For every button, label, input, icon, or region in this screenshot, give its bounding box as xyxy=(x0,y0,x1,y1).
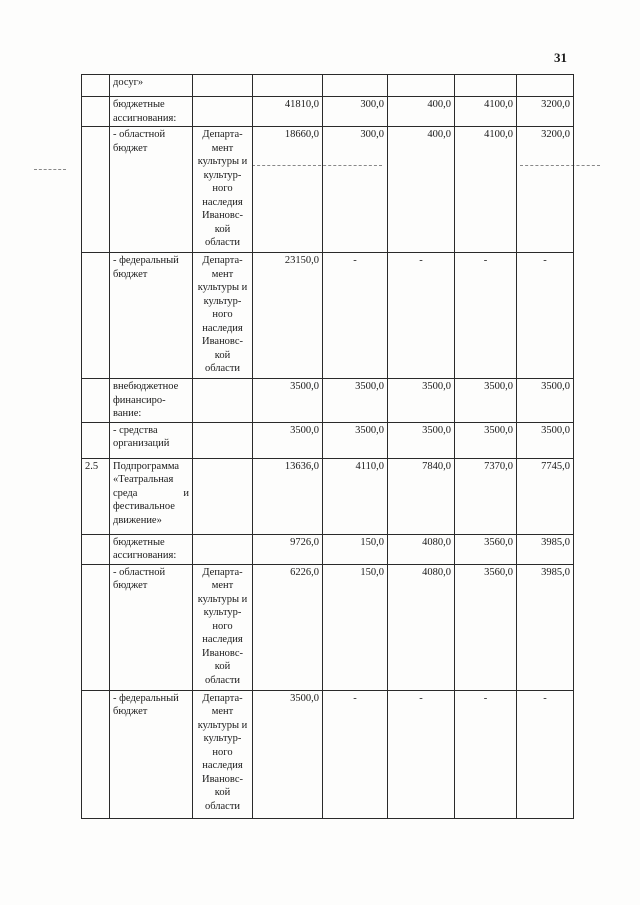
value-year-4: 7745,0 xyxy=(517,458,574,534)
value-year-3: 7370,0 xyxy=(455,458,517,534)
value-year-4: - xyxy=(517,253,574,379)
page-number: 31 xyxy=(554,50,567,65)
value-year-2: - xyxy=(388,253,455,379)
row-index xyxy=(82,127,110,253)
table-row xyxy=(82,690,574,818)
row-department xyxy=(193,534,253,564)
value-year-4: 3500,0 xyxy=(517,422,574,458)
value-year-3: 3500,0 xyxy=(455,379,517,423)
row-name: - федеральный бюджет xyxy=(110,253,193,379)
value-year-3: 4100,0 xyxy=(455,127,517,253)
row-index: 2.5 xyxy=(82,458,110,534)
row-name: бюджетные ассигнования: xyxy=(110,97,193,127)
row-department xyxy=(193,379,253,423)
value-year-3: 3560,0 xyxy=(455,564,517,690)
value-year-1: 3500,0 xyxy=(323,379,388,423)
table-row xyxy=(82,97,574,127)
row-name: - областной бюджет xyxy=(110,564,193,690)
row-index xyxy=(82,253,110,379)
value-year-3: 3500,0 xyxy=(455,422,517,458)
value-year-4: - xyxy=(517,690,574,818)
value-year-3: 4100,0 xyxy=(455,97,517,127)
value-year-1: 4110,0 xyxy=(323,458,388,534)
table-row xyxy=(82,422,574,458)
value-year-2: 4080,0 xyxy=(388,564,455,690)
value-year-1: 150,0 xyxy=(323,564,388,690)
value-year-3: 3560,0 xyxy=(455,534,517,564)
row-name: - областной бюджет xyxy=(110,127,193,253)
value-year-1: 3500,0 xyxy=(323,422,388,458)
value-year-4: 3200,0 xyxy=(517,97,574,127)
row-name: досуг» xyxy=(110,75,193,97)
row-name: внебюджетное финансиро-вание: xyxy=(110,379,193,423)
value-year-3: - xyxy=(455,253,517,379)
value-year-1: - xyxy=(323,253,388,379)
row-index xyxy=(82,379,110,423)
value-year-4: 3500,0 xyxy=(517,379,574,423)
row-department: Департа-мент культуры и культур-ного наследия Ивановс-кой области xyxy=(193,127,253,253)
value-total: 3500,0 xyxy=(253,379,323,423)
value-year-2 xyxy=(388,75,455,97)
value-year-3: - xyxy=(455,690,517,818)
row-name: бюджетные ассигнования: xyxy=(110,534,193,564)
row-department: Департа-мент культуры и культур-ного наследия Ивановс-кой области xyxy=(193,690,253,818)
row-department xyxy=(193,458,253,534)
value-year-2: 400,0 xyxy=(388,127,455,253)
value-total: 6226,0 xyxy=(253,564,323,690)
value-total xyxy=(253,75,323,97)
row-name: - средства организаций xyxy=(110,422,193,458)
row-name: - федеральный бюджет xyxy=(110,690,193,818)
value-year-2: 3500,0 xyxy=(388,422,455,458)
value-year-2: 3500,0 xyxy=(388,379,455,423)
row-department xyxy=(193,97,253,127)
value-total: 9726,0 xyxy=(253,534,323,564)
value-year-4: 3985,0 xyxy=(517,534,574,564)
value-year-1: 300,0 xyxy=(323,127,388,253)
value-total: 18660,0 xyxy=(253,127,323,253)
value-year-2: - xyxy=(388,690,455,818)
budget-table xyxy=(81,74,574,819)
value-year-4: 3985,0 xyxy=(517,564,574,690)
table-row xyxy=(82,534,574,564)
row-index xyxy=(82,75,110,97)
table-row xyxy=(82,564,574,690)
value-year-1: - xyxy=(323,690,388,818)
row-index xyxy=(82,534,110,564)
row-index xyxy=(82,422,110,458)
value-year-3 xyxy=(455,75,517,97)
row-department xyxy=(193,422,253,458)
value-total: 3500,0 xyxy=(253,690,323,818)
value-year-1: 300,0 xyxy=(323,97,388,127)
row-index xyxy=(82,97,110,127)
row-name: Подпрограмма «Театральная среда и фестивальное движение» xyxy=(110,458,193,534)
row-index xyxy=(82,690,110,818)
value-total: 13636,0 xyxy=(253,458,323,534)
value-year-2: 4080,0 xyxy=(388,534,455,564)
row-department xyxy=(193,75,253,97)
value-total: 23150,0 xyxy=(253,253,323,379)
scan-artifact-line xyxy=(34,169,66,170)
row-department: Департа-мент культуры и культур-ного наследия Ивановс-кой области xyxy=(193,253,253,379)
value-year-4 xyxy=(517,75,574,97)
table-row xyxy=(82,127,574,253)
table-row xyxy=(82,75,574,97)
value-year-4: 3200,0 xyxy=(517,127,574,253)
value-year-2: 400,0 xyxy=(388,97,455,127)
value-total: 41810,0 xyxy=(253,97,323,127)
value-year-1: 150,0 xyxy=(323,534,388,564)
value-year-1 xyxy=(323,75,388,97)
row-index xyxy=(82,564,110,690)
table-row xyxy=(82,253,574,379)
value-year-2: 7840,0 xyxy=(388,458,455,534)
table-row xyxy=(82,379,574,423)
value-total: 3500,0 xyxy=(253,422,323,458)
row-department: Департа-мент культуры и культур-ного наследия Ивановс-кой области xyxy=(193,564,253,690)
table-row xyxy=(82,458,574,534)
